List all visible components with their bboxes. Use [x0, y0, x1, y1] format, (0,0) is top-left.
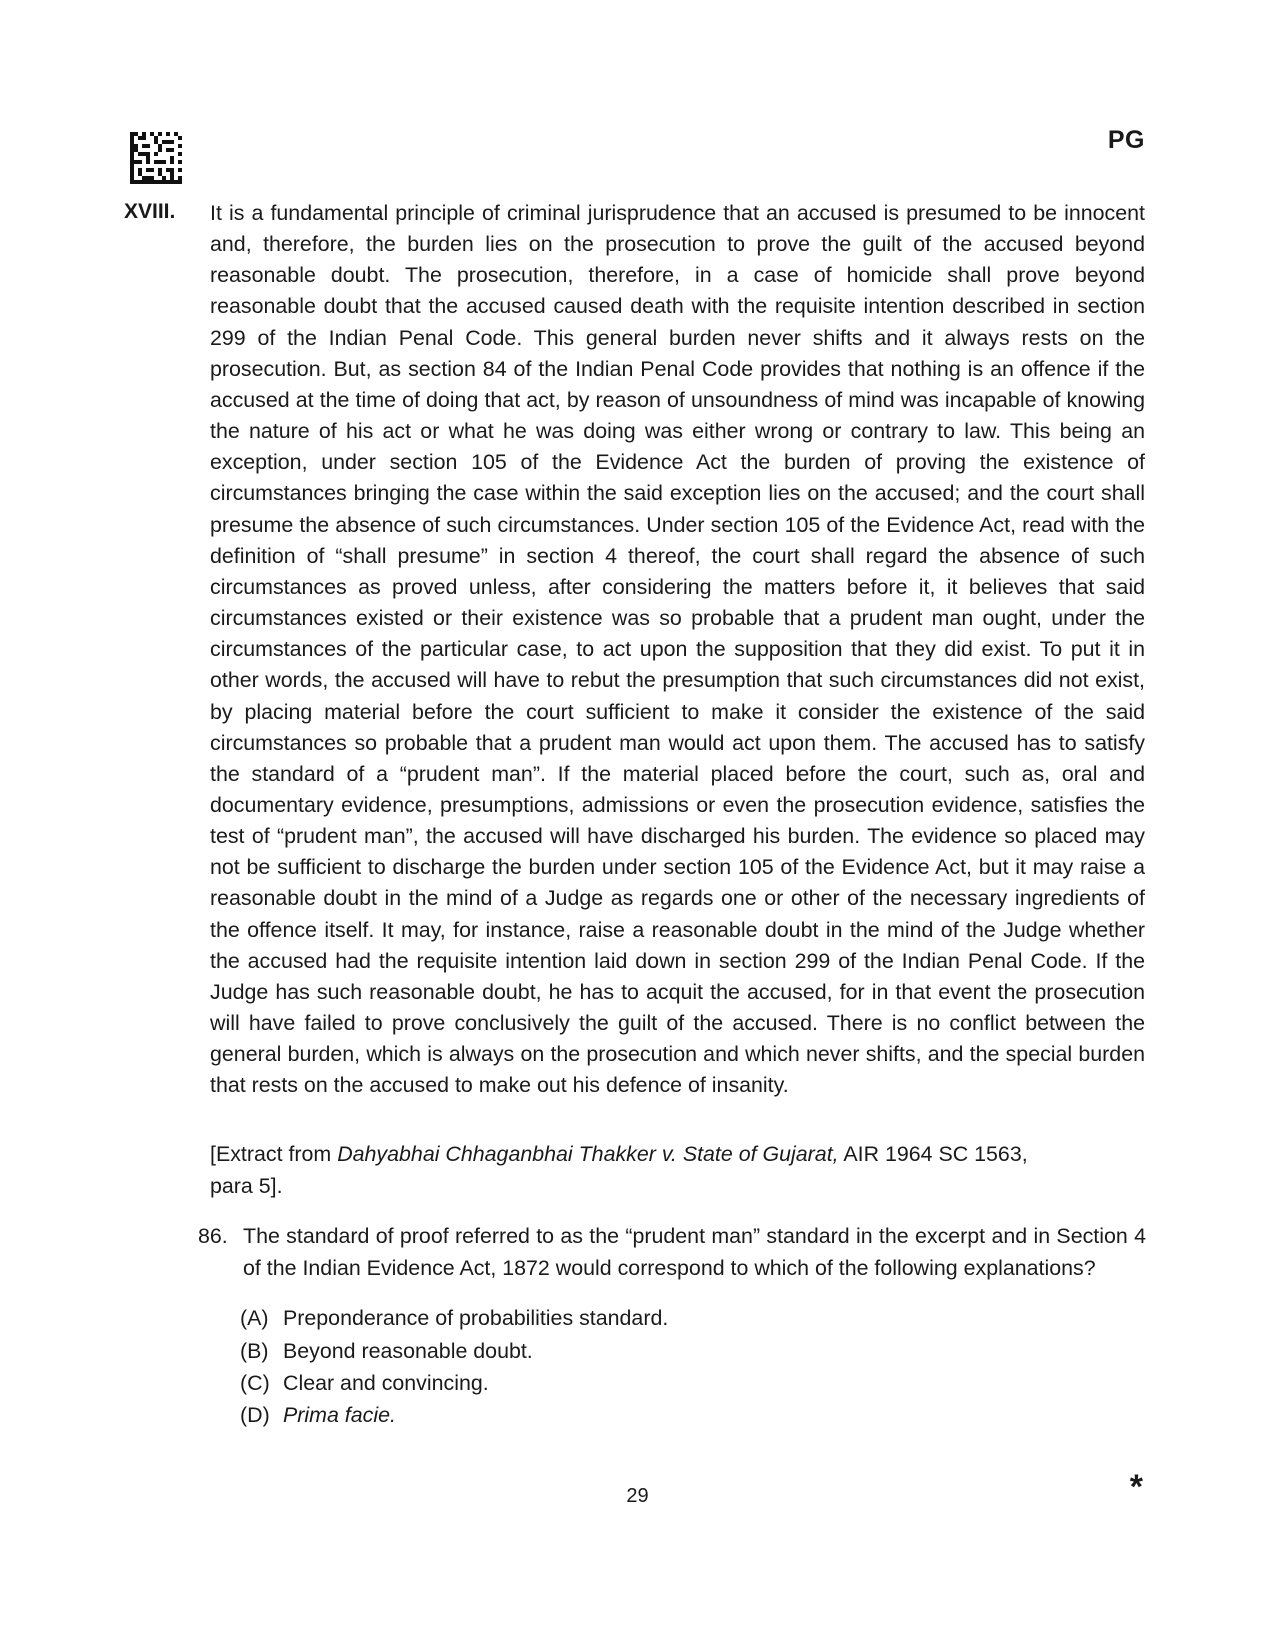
- question-text: The standard of proof referred to as the “prudent man” standard in the excerpt and in Section 4 of the Indian Evidence Act, 1872 would correspond to which of the following explanations?: [243, 1224, 1146, 1280]
- page-number: 29: [626, 1485, 649, 1507]
- option-label: (D): [240, 1403, 270, 1427]
- citation: [210, 1139, 1145, 1202]
- datamatrix-code-icon: [130, 132, 182, 184]
- option-label: (A): [240, 1306, 269, 1330]
- option-label: (B): [240, 1339, 269, 1363]
- option-a: [240, 1303, 668, 1335]
- passage-text: It is a fundamental principle of criminal jurisprudence that an accused is presumed to be innocent and, therefore, the burden lies on the prosecution to prove the guilt of the accused beyond reasonable doubt. The prosecution, therefore, in a case of homicide shall prove beyond reasonable doubt that the accused caused death with the requisite intention described in section 299 of the Indian Penal Code. This general burden never shifts and it always rests on the prosecution. But, as section 84 of the Indian Penal Code provides that nothing is an offence if the accused at the time of doing that act, by reason of unsoundness of mind was incapable of knowing the nature of his act or what he was doing was either wrong or contrary to law. This being an exception, under section 105 of the Evidence Act the burden of proving the existence of circumstances bringing the case within the said exception lies on the accused; and the court shall presume the absence of such circumstances. Under section 105 of the Evidence Act, read with the definition of “shall presume” in section 4 thereof, the court shall regard the absence of such circumstances as proved unless, after considering the matters before it, it believes that said circumstances existed or their existence was so probable that a prudent man ought, under the circumstances of the particular case, to act upon the supposition that they did exist. To put it in other words, the accused will have to rebut the presumption that such circumstances did not exist, by placing material before the court sufficient to make it consider the existence of the said circumstances so probable that a prudent man would act upon them. The accused has to satisfy the standard of a “prudent man”. If the material placed before the court, such as, oral and documentary evidence, presumptions, admissions or even the prosecution evidence, satisfies the test of “prudent man”, the accused will have discharged his burden. The evidence so placed may not be sufficient to discharge the burden under section 105 of the Evidence Act, but it may raise a reasonable doubt in the mind of a Judge as regards one or other of the necessary ingredients of the offence itself. It may, for instance, raise a reasonable doubt in the mind of the Judge whether the accused had the requisite intention laid down in section 299 of the Indian Penal Code. If the Judge has such reasonable doubt, he has to acquit the accused, for in that event the prosecution will have failed to prove conclusively the guilt of the accused. There is no conflict between the general burden, which is always on the prosecution and which never shifts, and the special burden that rests on the accused to make out his defence of insanity.: [210, 201, 1145, 1098]
- option-text: Prima facie.: [283, 1403, 396, 1427]
- paper-code: PG: [1107, 126, 1145, 154]
- section-number: XVIII.: [124, 200, 176, 223]
- option-text: Beyond reasonable doubt.: [283, 1339, 533, 1363]
- option-d: [240, 1400, 396, 1432]
- question-number: 86.: [198, 1224, 228, 1248]
- citation-case-name: Dahyabhai Chhaganbhai Thakker v. State of Gujarat,: [337, 1142, 839, 1166]
- star-mark: *: [1129, 1468, 1143, 1506]
- option-c: [240, 1368, 489, 1400]
- citation-prefix: [Extract from: [210, 1142, 338, 1166]
- option-text: Clear and convincing.: [283, 1371, 489, 1395]
- option-text: Preponderance of probabilities standard.: [283, 1306, 669, 1330]
- option-label: (C): [240, 1371, 270, 1395]
- citation-suffix: AIR 1964 SC 1563,: [838, 1142, 1028, 1166]
- citation-para: para 5].: [210, 1173, 283, 1198]
- option-b: [240, 1336, 533, 1368]
